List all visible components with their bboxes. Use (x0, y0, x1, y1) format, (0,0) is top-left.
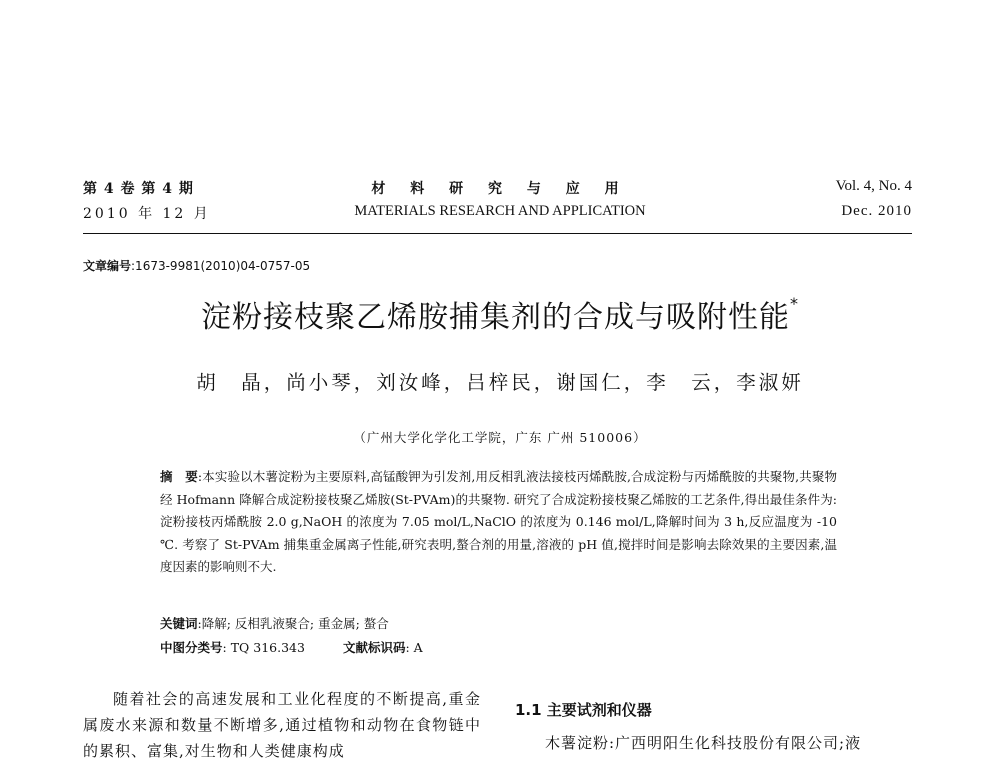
volume-issue-cn: 第 4 卷 第 4 期 (83, 181, 194, 197)
keywords-text: :降解; 反相乳液聚合; 重金属; 螯合 (197, 616, 389, 631)
abstract-label: 摘 要 (160, 469, 198, 484)
volume-issue-en: Vol. 4, No. 4 (835, 178, 912, 194)
abstract-text: :本实验以木薯淀粉为主要原料,高锰酸钾为引发剂,用反相乳液法接枝丙烯酰胺,合成淀粉与丙烯酰胺的共聚物,共聚物经 Hofmann 降解合成淀粉接枝聚乙烯胺(St-PVAm)的共聚物. 研究了合成淀粉接枝聚乙烯胺的工艺条件,得出最佳条件为:淀粉接枝丙烯酰胺 2.0 g,NaOH 的浓度为 7.05 mol/L,NaClO 的浓度为 0.146 mol/L,降解时间为 3 h,反应温度为 -10 ℃. 考察了 St-PVAm 捕集重金属离子性能,研究表明,螯合剂的用量,溶液的 pH 值,搅拌时间是影响去除效果的主要因素,温度因素的影响则不大. (160, 469, 837, 575)
body-paragraph: 木薯淀粉:广西明阳生化科技股份有限公司;液 (545, 734, 862, 752)
journal-title-cn: 材 料 研 究 与 应 用 (371, 181, 629, 197)
affiliation: （广州大学化学化工学院，广东 广州 510006） (353, 430, 647, 445)
header-rule (83, 233, 912, 234)
article-number-label: 文章编号 (83, 259, 132, 273)
body-column-left (83, 686, 481, 764)
paper-title-text: 淀粉接枝聚乙烯胺捕集剂的合成与吸附性能 (201, 300, 790, 335)
journal-title-en: MATERIALS RESEARCH AND APPLICATION (354, 203, 646, 219)
article-number-value: :1673-9981(2010)04-0757-05 (131, 259, 311, 273)
abstract (160, 466, 837, 579)
body-paragraph: 随着社会的高速发展和工业化程度的不断提高,重金属废水来源和数量不断增多,通过植物和动物在食物链中的累积、富集,对生物和人类健康构成 (83, 690, 481, 760)
date-cn: 2010 年 12 月 (83, 206, 211, 222)
title-footnote-mark: * (790, 294, 799, 313)
authors: 胡 晶，尚小琴，刘汝峰，吕梓民，谢国仁，李 云，李淑妍 (196, 371, 804, 394)
classification (160, 638, 423, 656)
keywords (160, 614, 389, 632)
date-en: Dec. 2010 (841, 203, 912, 219)
paper-title (0, 292, 1000, 336)
doc-code-value: : A (405, 640, 423, 655)
body-column-right (515, 730, 910, 756)
clc-label: 中图分类号 (160, 640, 223, 655)
clc-value: : TQ 316.343 (222, 640, 305, 655)
keywords-label: 关键词 (160, 616, 198, 631)
section-heading: 1.1 主要试剂和仪器 (515, 701, 652, 719)
doc-code-label: 文献标识码 (342, 640, 406, 655)
article-number (83, 257, 310, 274)
